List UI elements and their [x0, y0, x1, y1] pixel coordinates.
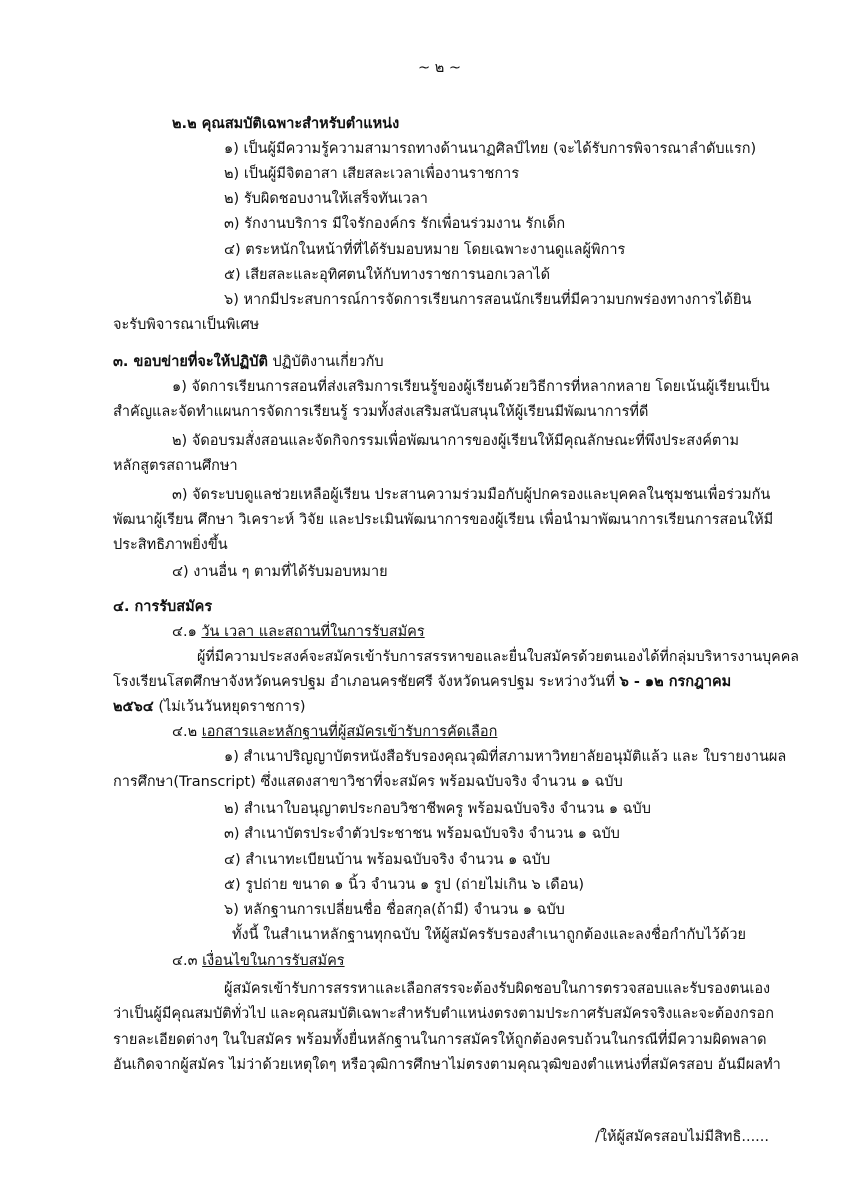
qualification-item: ๖) หากมีประสบการณ์การจัดการเรียนการสอนนักเรียนที่มีความบกพร่องทางการได้ยิน [224, 292, 752, 308]
duty-item: ๓) จัดระบบดูแลช่วยเหลือผู้เรียน ประสานความร่วมมือกับผู้ปกครองและบุคคลในชุมชนเพื่อร่วมกัน [172, 487, 771, 503]
continuation-footer: /ให้ผู้สมัครสอบไม่มีสิทธิ...... [595, 1129, 769, 1145]
conditions-paragraph: รายละเอียดต่างๆ ในใบสมัคร พร้อมทั้งยื่นหลักฐานในการสมัครให้ถูกต้องครบถ้วนในกรณีที่มีความผิดพลาด [113, 1032, 767, 1048]
page-number: ~ ๒ ~ [418, 60, 462, 76]
application-dates: ๖ - ๑๒ กรกฎาคม [619, 674, 732, 690]
document-item: ๖) หลักฐานการเปลี่ยนชื่อ ชื่อสกุล(ถ้ามี) จำนวน ๑ ฉบับ [224, 902, 565, 918]
section-2-2-heading: ๒.๒ คุณสมบัติเฉพาะสำหรับตำแหน่ง [172, 116, 400, 132]
document-item: ๒) สำเนาใบอนุญาตประกอบวิชาชีพครู พร้อมฉบับจริง จำนวน ๑ ฉบับ [224, 801, 651, 817]
section-4-1-title: วัน เวลา และสถานที่ในการรับสมัคร [201, 624, 425, 640]
section-4-2-heading [172, 722, 497, 742]
duty-item-continued: ประสิทธิภาพยิ่งขึ้น [113, 537, 228, 553]
qualification-item: ๒) เป็นผู้มีจิตอาสา เสียสละเวลาเพื่องานราชการ [224, 166, 520, 182]
document-item-continued: การศึกษา(Transcript) ซึ่งแสดงสาขาวิชาที่จะสมัคร พร้อมฉบับจริง จำนวน ๑ ฉบับ [113, 774, 623, 790]
duty-item-continued: พัฒนาผู้เรียน ศึกษา วิเคราะห์ วิจัย และประเมินพัฒนาการของผู้เรียน เพื่อนำมาพัฒนาการเรียนการสอนให้มี [113, 512, 774, 528]
section-4-2-number: ๔.๒ [172, 724, 202, 740]
duty-item-continued: หลักสูตรสถานศึกษา [113, 458, 238, 474]
conditions-paragraph: อันเกิดจากผู้สมัคร ไม่ว่าด้วยเหตุใดๆ หรือวุฒิการศึกษาไม่ตรงตามคุณวุฒิของตำแหน่งที่สมัครสอบ อันมีผลทำ [113, 1057, 781, 1073]
section-4-1-heading [172, 622, 425, 642]
qualification-item: ๒) รับผิดชอบงานให้เสร็จทันเวลา [224, 191, 428, 207]
duty-item: ๑) จัดการเรียนการสอนที่ส่งเสริมการเรียนรู้ของผู้เรียนด้วยวิธีการที่หลากหลาย โดยเน้นผู้เรียนเป็น [172, 379, 770, 395]
section-4-3-heading [172, 951, 345, 971]
application-paragraph: ผู้ที่มีความประสงค์จะสมัครเข้ารับการสรรหาขอและยื่นใบสมัครด้วยตนเองได้ที่กลุ่มบริหารงานบุคคล [197, 649, 799, 665]
documents-note: ทั้งนี้ ในสำเนาหลักฐานทุกฉบับ ให้ผู้สมัครรับรองสำเนาถูกต้องและลงชื่อกำกับไว้ด้วย [232, 927, 746, 943]
application-paragraph [113, 672, 731, 692]
section-3-title: ๓. ขอบข่ายที่จะให้ปฏิบัติ [113, 354, 268, 370]
qualification-item: ๕) เสียสละและอุทิศตนให้กับทางราชการนอกเวลาได้ [224, 267, 551, 283]
section-3-heading [113, 352, 384, 372]
duty-item: ๒) จัดอบรมสั่งสอนและจัดกิจกรรมเพื่อพัฒนาการของผู้เรียนให้มีคุณลักษณะที่พึงประสงค์ตาม [172, 433, 740, 449]
duty-item-continued: สำคัญและจัดทำแผนการจัดการเรียนรู้ รวมทั้งส่งเสริมสนับสนุนให้ผู้เรียนมีพัฒนาการที่ดี [113, 404, 649, 420]
section-4-2-title: เอกสารและหลักฐานที่ผู้สมัครเข้ารับการคัดเลือก [201, 724, 498, 740]
section-4-3-number: ๔.๓ [172, 953, 203, 969]
document-item: ๕) รูปถ่าย ขนาด ๑ นิ้ว จำนวน ๑ รูป (ถ่ายไม่เกิน ๖ เดือน) [224, 877, 585, 893]
section-4-3-title: เงื่อนไขในการรับสมัคร [202, 953, 345, 969]
section-4-heading: ๔. การรับสมัคร [113, 599, 213, 615]
document-item: ๑) สำเนาปริญญาบัตรหนังสือรับรองคุณวุฒิที่สภามหาวิทยาลัยอนุมัติแล้ว และ ใบรายงานผล [224, 749, 787, 765]
application-note: (ไม่เว้นวันหยุดราชการ) [153, 699, 306, 715]
application-location: โรงเรียนโสตศึกษาจังหวัดนครปฐม อำเภอนครชัยศรี จังหวัดนครปฐม ระหว่างวันที่ [113, 674, 620, 690]
duty-item: ๔) งานอื่น ๆ ตามที่ได้รับมอบหมาย [172, 564, 388, 580]
section-3-subtitle: ปฏิบัติงานเกี่ยวกับ [267, 354, 384, 370]
qualification-item: ๔) ตระหนักในหน้าที่ที่ได้รับมอบหมาย โดยเฉพาะงานดูแลผู้พิการ [224, 242, 626, 258]
application-paragraph [113, 697, 306, 717]
application-year: ๒๕๖๔ [113, 699, 154, 715]
conditions-paragraph: ผู้สมัครเข้ารับการสรรหาและเลือกสรรจะต้องรับผิดชอบในการตรวจสอบและรับรองตนเอง [224, 981, 771, 997]
conditions-paragraph: ว่าเป็นผู้มีคุณสมบัติทั่วไป และคุณสมบัติเฉพาะสำหรับตำแหน่งตรงตามประกาศรับสมัครจริงและจะต้องกรอก [113, 1006, 775, 1022]
document-item: ๓) สำเนาบัตรประจำตัวประชาชน พร้อมฉบับจริง จำนวน ๑ ฉบับ [224, 826, 620, 842]
document-item: ๔) สำเนาทะเบียนบ้าน พร้อมฉบับจริง จำนวน ๑ ฉบับ [224, 852, 551, 868]
qualification-item: ๑) เป็นผู้มีความรู้ความสามารถทางด้านนาฏศิลป์ไทย (จะได้รับการพิจารณาลำดับแรก) [224, 141, 757, 157]
section-4-1-number: ๔.๑ [172, 624, 202, 640]
qualification-item: ๓) รักงานบริการ มีใจรักองค์กร รักเพื่อนร่วมงาน รักเด็ก [224, 216, 566, 232]
qualification-item-continued: จะรับพิจารณาเป็นพิเศษ [113, 317, 260, 333]
